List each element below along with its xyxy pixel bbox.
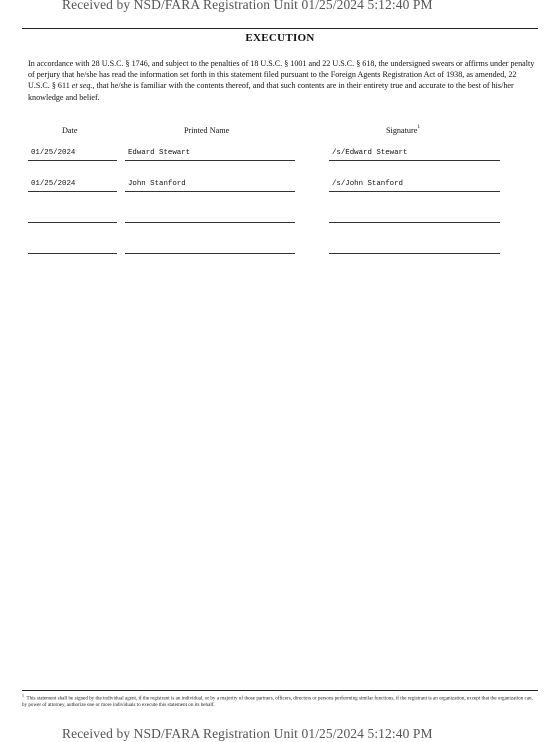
printed-name-field[interactable] xyxy=(125,241,295,254)
signature-header-label: Signature xyxy=(386,126,418,135)
column-header-signature xyxy=(386,126,420,135)
paragraph-part1: In accordance with 28 U.S.C. § 1746, and subject to the penalties of 18 U.S.C. § 1001 and 22 U.S.C. § 618, the undersigned swears or affirms under penalty of perjury that he/she has read the information set forth in this statement filed pursuant to the Foreign Agents Registration Act of 1938, as amended, 22 U.S.C. § 611 xyxy=(28,59,535,91)
signature-field[interactable] xyxy=(329,210,500,223)
printed-name-field[interactable] xyxy=(125,210,295,223)
date-field[interactable]: 01/25/2024 xyxy=(28,148,117,161)
signature-footnote-marker: 1 xyxy=(417,124,421,130)
received-stamp-top: Received by NSD/FARA Registration Unit 01/25/2024 5:12:40 PM xyxy=(62,0,433,12)
footnote-text: This statement shall be signed by the individual agent, if the registrant is an individual, or by a majority of those partners, officers, directors or persons performing similar functions, if the registrant is an organization, except that the organization can, by power of attorney, authorize one or more individuals to execute this statement on its behalf. xyxy=(22,695,533,709)
printed-name-field[interactable]: John Stanford xyxy=(125,179,295,192)
received-stamp-bottom: Received by NSD/FARA Registration Unit 01/25/2024 5:12:40 PM xyxy=(62,726,433,741)
page-title: EXECUTION xyxy=(245,32,315,44)
footnote-marker: 1 xyxy=(22,693,24,698)
paragraph-italic: et seq. xyxy=(71,81,93,91)
footnote-rule xyxy=(22,690,538,691)
printed-name-field[interactable]: Edward Stewart xyxy=(125,148,295,161)
paragraph-part2: , that he/she is familiar with the contents thereof, and that such contents are in their entirety true and accurate to the best of his/her knowledge and belief. xyxy=(28,81,514,102)
execution-paragraph xyxy=(28,58,536,103)
date-field[interactable]: 01/25/2024 xyxy=(28,179,117,192)
date-field[interactable] xyxy=(28,210,117,223)
column-header-date: Date xyxy=(62,126,78,135)
signature-field[interactable]: /s/Edward Stewart xyxy=(329,148,500,161)
date-field[interactable] xyxy=(28,241,117,254)
signature-field[interactable] xyxy=(329,241,500,254)
footnote xyxy=(22,693,538,709)
top-rule xyxy=(22,28,538,29)
signature-field[interactable]: /s/John Stanford xyxy=(329,179,500,192)
column-header-printed-name: Printed Name xyxy=(184,126,230,135)
